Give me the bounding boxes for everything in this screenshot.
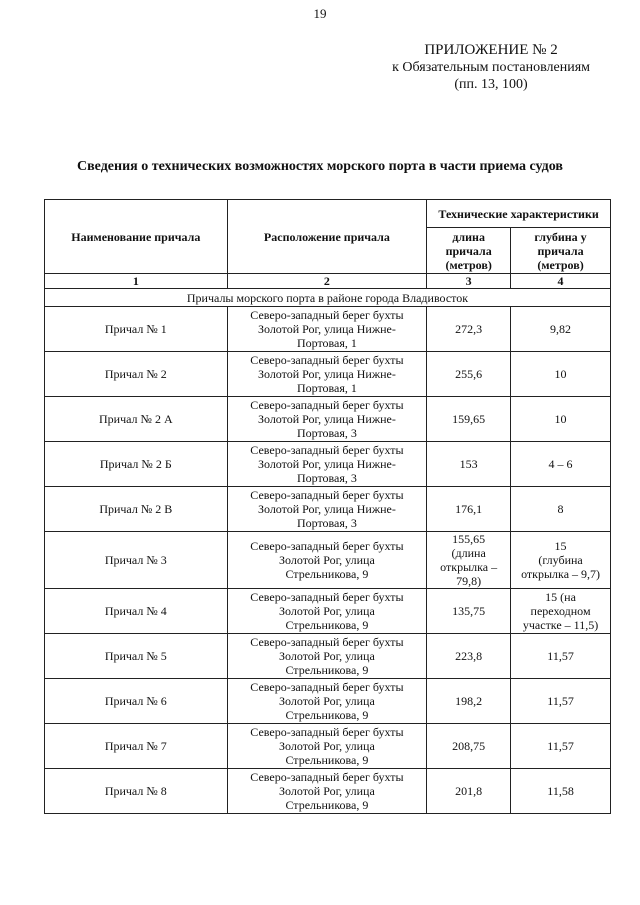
berth-length-cell: 176,1 <box>427 487 511 532</box>
berth-name-cell: Причал № 2 В <box>45 487 228 532</box>
header-location: Расположение причала <box>227 200 427 274</box>
berth-depth-cell: 11,57 <box>511 724 611 769</box>
berth-name-cell: Причал № 3 <box>45 532 228 589</box>
berth-location-cell: Северо-западный берег бухты Золотой Рог, улица Нижне- Портовая, 1 <box>227 307 427 352</box>
table-row <box>45 307 611 352</box>
berth-location-cell: Северо-западный берег бухты Золотой Рог, улица Нижне- Портовая, 3 <box>227 487 427 532</box>
berth-length-cell: 159,65 <box>427 397 511 442</box>
berth-length-cell: 155,65 (длина открылка – 79,8) <box>427 532 511 589</box>
berth-length-cell: 135,75 <box>427 589 511 634</box>
berth-length-cell: 223,8 <box>427 634 511 679</box>
berth-length-cell: 198,2 <box>427 679 511 724</box>
berth-depth-cell: 8 <box>511 487 611 532</box>
berth-name-cell: Причал № 4 <box>45 589 228 634</box>
table-row <box>45 589 611 634</box>
table-row <box>45 397 611 442</box>
berth-depth-cell: 10 <box>511 352 611 397</box>
appendix-reference: (пп. 13, 100) <box>454 77 528 92</box>
berth-depth-cell: 11,57 <box>511 679 611 724</box>
table-row <box>45 352 611 397</box>
column-number: 2 <box>227 274 427 289</box>
berth-length-cell: 208,75 <box>427 724 511 769</box>
berth-name-cell: Причал № 5 <box>45 634 228 679</box>
table-row <box>45 634 611 679</box>
table-row <box>45 532 611 589</box>
header-depth: глубина у причала (метров) <box>511 228 611 274</box>
table-header-row <box>45 200 611 228</box>
header-tech: Технические характеристики <box>427 200 611 228</box>
berth-name-cell: Причал № 2 А <box>45 397 228 442</box>
appendix-subtitle: к Обязательным постановлениям <box>392 60 590 75</box>
berth-depth-cell: 10 <box>511 397 611 442</box>
berth-depth-cell: 9,82 <box>511 307 611 352</box>
berth-length-cell: 201,8 <box>427 769 511 814</box>
berth-location-cell: Северо-западный берег бухты Золотой Рог, улица Нижне- Портовая, 1 <box>227 352 427 397</box>
berth-length-cell: 255,6 <box>427 352 511 397</box>
berth-name-cell: Причал № 8 <box>45 769 228 814</box>
column-number: 4 <box>511 274 611 289</box>
berth-location-cell: Северо-западный берег бухты Золотой Рог, улица Стрельникова, 9 <box>227 724 427 769</box>
header-length: длина причала (метров) <box>427 228 511 274</box>
berth-location-cell: Северо-западный берег бухты Золотой Рог, улица Стрельникова, 9 <box>227 532 427 589</box>
section-title: Причалы морского порта в районе города Владивосток <box>45 289 611 307</box>
berth-location-cell: Северо-западный берег бухты Золотой Рог, улица Стрельникова, 9 <box>227 589 427 634</box>
table-row <box>45 487 611 532</box>
berth-location-cell: Северо-западный берег бухты Золотой Рог, улица Стрельникова, 9 <box>227 679 427 724</box>
berth-location-cell: Северо-западный берег бухты Золотой Рог, улица Нижне- Портовая, 3 <box>227 442 427 487</box>
table-row <box>45 442 611 487</box>
column-number: 1 <box>45 274 228 289</box>
berth-name-cell: Причал № 7 <box>45 724 228 769</box>
berth-location-cell: Северо-западный берег бухты Золотой Рог, улица Стрельникова, 9 <box>227 769 427 814</box>
appendix-title: ПРИЛОЖЕНИЕ № 2 <box>424 42 558 58</box>
berth-location-cell: Северо-западный берег бухты Золотой Рог, улица Стрельникова, 9 <box>227 634 427 679</box>
berth-location-cell: Северо-западный берег бухты Золотой Рог, улица Нижне- Портовая, 3 <box>227 397 427 442</box>
header-name: Наименование причала <box>45 200 228 274</box>
berth-depth-cell: 4 – 6 <box>511 442 611 487</box>
appendix-block <box>392 42 590 93</box>
section-row <box>45 289 611 307</box>
berth-length-cell: 272,3 <box>427 307 511 352</box>
table-row <box>45 769 611 814</box>
berths-table <box>44 199 611 814</box>
berth-depth-cell: 11,58 <box>511 769 611 814</box>
berth-length-cell: 153 <box>427 442 511 487</box>
berth-depth-cell: 15 (на переходном участке – 11,5) <box>511 589 611 634</box>
berth-depth-cell: 15 (глубина открылка – 9,7) <box>511 532 611 589</box>
column-number-row <box>45 274 611 289</box>
table-row <box>45 724 611 769</box>
berth-depth-cell: 11,57 <box>511 634 611 679</box>
column-number: 3 <box>427 274 511 289</box>
berth-name-cell: Причал № 6 <box>45 679 228 724</box>
berth-name-cell: Причал № 1 <box>45 307 228 352</box>
page-number: 19 <box>313 6 327 21</box>
document-title: Сведения о технических возможностях морского порта в части приема судов <box>77 159 563 174</box>
table-row <box>45 679 611 724</box>
berth-name-cell: Причал № 2 <box>45 352 228 397</box>
berth-name-cell: Причал № 2 Б <box>45 442 228 487</box>
